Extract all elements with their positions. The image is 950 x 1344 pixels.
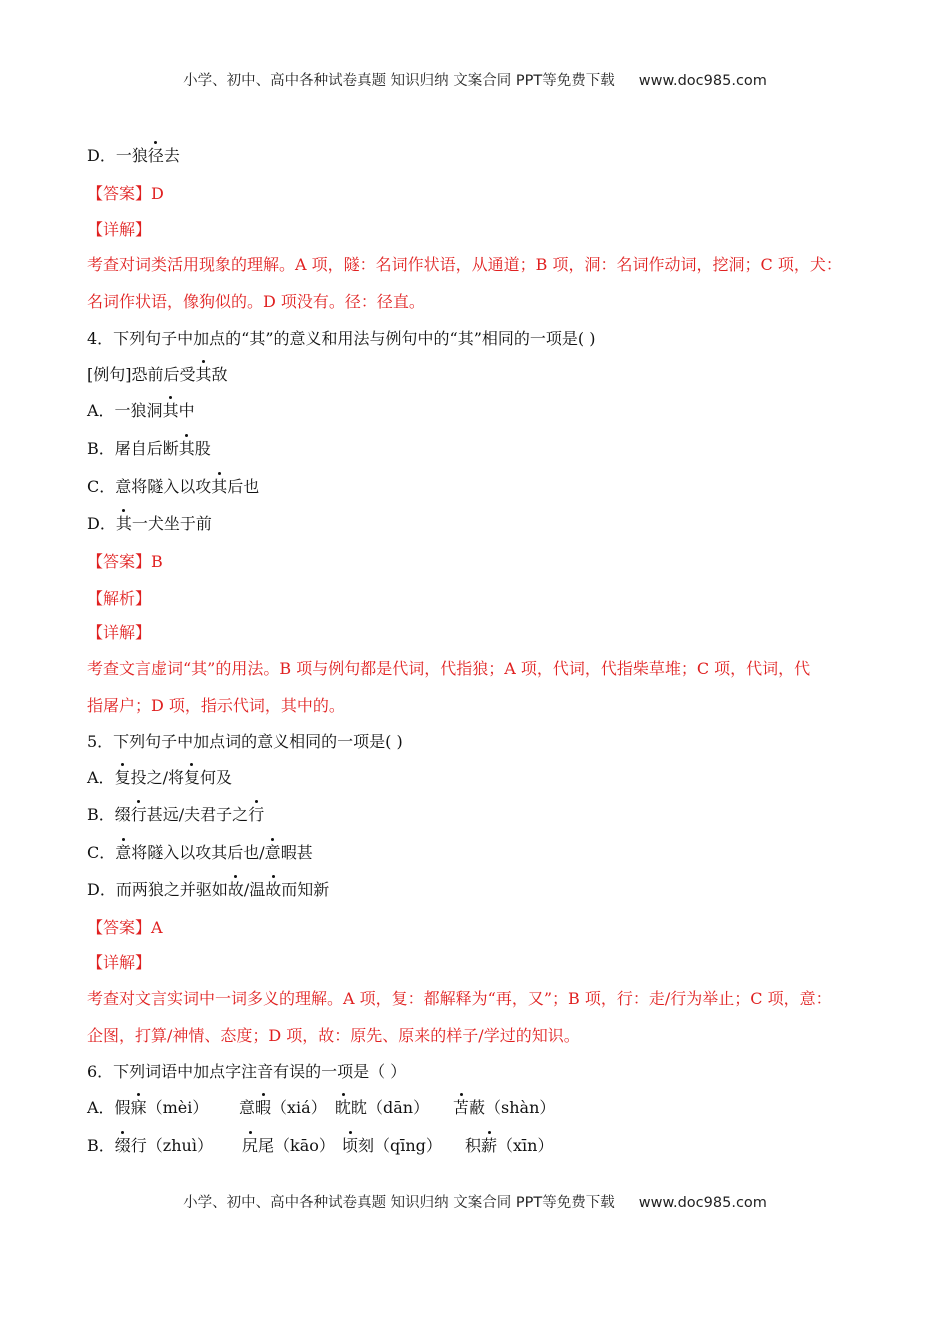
q5-explanation-line2: 企图，打算/神情、态度；D 项，故：原先、原来的样子/学过的知识。 [87, 1026, 580, 1045]
dotted-char: 其 [211, 477, 228, 496]
header-text: 小学、初中、高中各种试卷真题 知识归纳 文案合同 PPT等免费下载 [183, 73, 615, 89]
q5-explanation-line1: 考查对文言实词中一词多义的理解。A 项，复：都解释为“再，又”；B 项，行：走/行为举止；C 项，意： [87, 989, 832, 1008]
dotted-char: 故 [265, 880, 282, 899]
dotted-char: 其 [115, 514, 132, 533]
dotted-char: 暇 [255, 1098, 272, 1117]
q4-analysis-label: 【解析】 [87, 589, 152, 608]
dotted-char: 苫 [453, 1098, 470, 1117]
dotted-char: 尻 [242, 1136, 259, 1155]
q3-detail-label: 【详解】 [87, 220, 152, 239]
q5-option-b: B．缀行甚远/夫君子之行 [87, 805, 265, 824]
dotted-char: 径 [147, 146, 164, 165]
q4-answer: 【答案】B [87, 552, 163, 571]
q3-option-d: D．一狼径去 [87, 146, 180, 165]
dotted-char: 故 [227, 880, 244, 899]
dotted-char: 意 [264, 843, 281, 862]
dotted-char: 顷 [342, 1136, 359, 1155]
q4-detail-label: 【详解】 [87, 623, 152, 642]
dotted-char: 复 [183, 768, 200, 787]
q5-detail-label: 【详解】 [87, 953, 152, 972]
dotted-char: 行 [248, 805, 265, 824]
dotted-char: 寐 [130, 1098, 147, 1117]
q5-stem: 5．下列句子中加点词的意义相同的一项是( ) [87, 732, 403, 751]
dotted-char: 行 [130, 805, 147, 824]
q4-option-d: D．其一犬坐于前 [87, 514, 212, 533]
q3-explanation-line2: 名词作状语，像狗似的。D 项没有。径：径直。 [87, 292, 425, 311]
q6-option-b: B．缀行（zhuì） 尻尾（kāo） 顷刻（qīng） 积薪（xīn） [87, 1136, 554, 1155]
header-url[interactable]: www.doc985.com [638, 73, 767, 89]
q6-option-a: A．假寐（mèi） 意暇（xiá） 眈眈（dān） 苫蔽（shàn） [87, 1098, 556, 1117]
dotted-char: 缀 [114, 1136, 131, 1155]
dotted-char: 薪 [481, 1136, 498, 1155]
dotted-char: 复 [114, 768, 131, 787]
footer-url[interactable]: www.doc985.com [638, 1195, 767, 1211]
dotted-char: 其 [162, 401, 179, 420]
dotted-char: 其 [195, 365, 212, 384]
q4-option-b: B．屠自后断其股 [87, 439, 211, 458]
q4-explanation-line1: 考查文言虚词“其”的用法。B 项与例句都是代词，代指狼；A 项，代词，代指柴草堆；C 项，代词，代 [87, 659, 811, 678]
q5-option-a: A．复投之/将复何及 [87, 768, 233, 787]
q3-explanation-line1: 考查对词类活用现象的理解。A 项，隧：名词作状语，从通道；B 项，洞：名词作动词，挖洞；C 项，犬： [87, 255, 842, 274]
q4-example: [例句]恐前后受其敌 [87, 365, 228, 384]
dotted-char: 意 [115, 843, 132, 862]
dotted-char: 其 [178, 439, 195, 458]
q5-option-d: D．而两狼之并驱如故/温故而知新 [87, 880, 330, 899]
q6-stem: 6．下列词语中加点字注音有误的一项是（ ） [87, 1062, 407, 1081]
q4-option-a: A．一狼洞其中 [87, 401, 195, 420]
q4-option-c: C．意将隧入以攻其后也 [87, 477, 260, 496]
q4-stem: 4．下列句子中加点的“其”的意义和用法与例句中的“其”相同的一项是( ) [87, 329, 596, 348]
page-header [0, 69, 950, 90]
q3-answer: 【答案】D [87, 184, 164, 203]
q4-explanation-line2: 指屠户；D 项，指示代词，其中的。 [87, 696, 345, 715]
page-footer [0, 1191, 950, 1212]
footer-text: 小学、初中、高中各种试卷真题 知识归纳 文案合同 PPT等免费下载 [183, 1195, 615, 1211]
q5-answer: 【答案】A [87, 918, 163, 937]
q5-option-c: C．意将隧入以攻其后也/意暇甚 [87, 843, 313, 862]
dotted-char: 眈 [335, 1098, 352, 1117]
